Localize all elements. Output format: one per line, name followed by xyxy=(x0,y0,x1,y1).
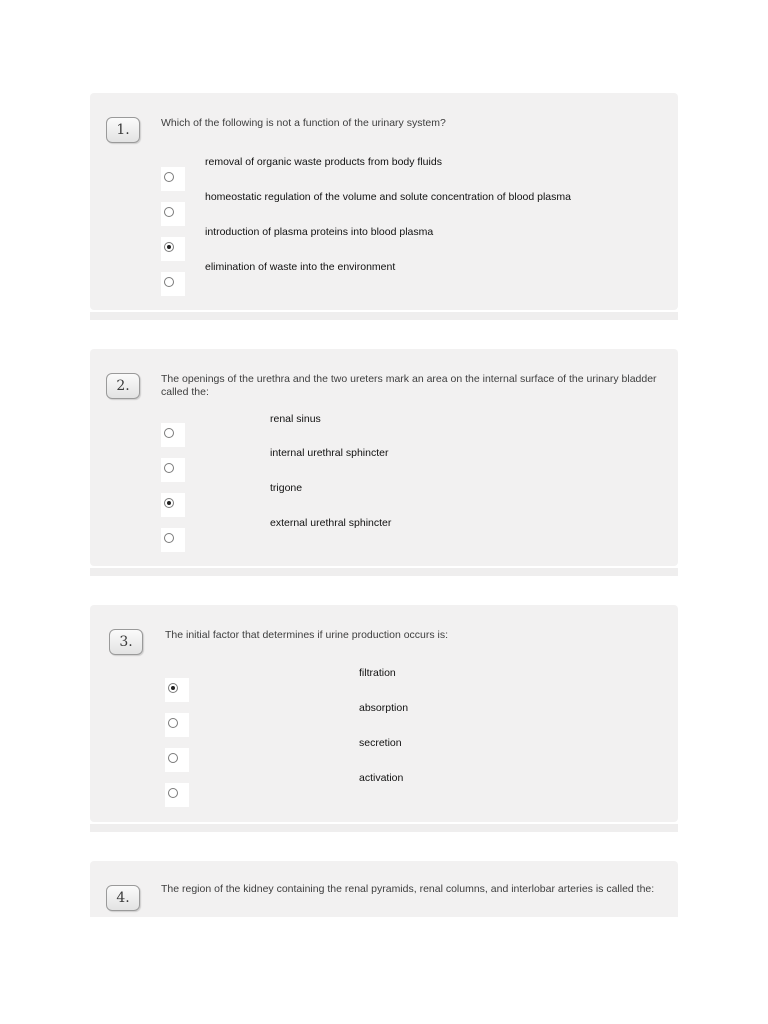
card-footer xyxy=(90,824,678,832)
question-text: The initial factor that determines if urine production occurs is: xyxy=(165,629,449,641)
card-footer xyxy=(90,312,678,320)
option-label: renal sinus xyxy=(270,413,321,425)
option-radio-box xyxy=(161,237,185,261)
option-radio-box xyxy=(161,272,185,296)
radio-button-selected[interactable] xyxy=(164,498,174,508)
question-number: 1. xyxy=(106,117,140,143)
question-number: 2. xyxy=(106,373,140,399)
option-label: trigone xyxy=(270,482,303,494)
option-label: internal urethral sphincter xyxy=(270,447,389,459)
radio-button-selected[interactable] xyxy=(164,242,174,252)
option-radio-box xyxy=(161,167,185,191)
radio-button[interactable] xyxy=(164,463,174,473)
radio-button[interactable] xyxy=(164,428,174,438)
option-label: external urethral sphincter xyxy=(270,517,392,529)
option-radio-box xyxy=(161,528,185,552)
radio-button[interactable] xyxy=(168,753,178,763)
option-label: activation xyxy=(359,772,404,784)
option-label: filtration xyxy=(359,667,396,679)
option-radio-box xyxy=(165,713,189,737)
option-radio-box xyxy=(161,202,185,226)
option-label: absorption xyxy=(359,702,409,714)
question-text: The region of the kidney containing the renal pyramids, renal columns, and interlobar arteries is called the: xyxy=(161,883,655,895)
option-label: elimination of waste into the environment xyxy=(205,261,396,273)
option-radio-box xyxy=(165,678,189,702)
radio-button[interactable] xyxy=(164,172,174,182)
option-radio-box xyxy=(165,783,189,807)
option-label: removal of organic waste products from body fluids xyxy=(205,156,442,168)
option-radio-box xyxy=(161,493,185,517)
option-radio-box xyxy=(161,458,185,482)
question-text: Which of the following is not a function of the urinary system? xyxy=(161,117,446,129)
radio-button[interactable] xyxy=(164,207,174,217)
option-label: secretion xyxy=(359,737,402,749)
radio-button-selected[interactable] xyxy=(168,683,178,693)
radio-button[interactable] xyxy=(164,277,174,287)
radio-button[interactable] xyxy=(164,533,174,543)
option-radio-box xyxy=(161,423,185,447)
question-number: 3. xyxy=(109,629,143,655)
radio-button[interactable] xyxy=(168,718,178,728)
option-radio-box xyxy=(165,748,189,772)
radio-button[interactable] xyxy=(168,788,178,798)
question-text: The openings of the urethra and the two ureters mark an area on the internal surface of the urinary bladder called the: xyxy=(161,373,657,398)
card-footer xyxy=(90,568,678,576)
option-label: introduction of plasma proteins into blood plasma xyxy=(205,226,434,238)
option-label: homeostatic regulation of the volume and solute concentration of blood plasma xyxy=(205,191,571,203)
question-number: 4. xyxy=(106,885,140,911)
